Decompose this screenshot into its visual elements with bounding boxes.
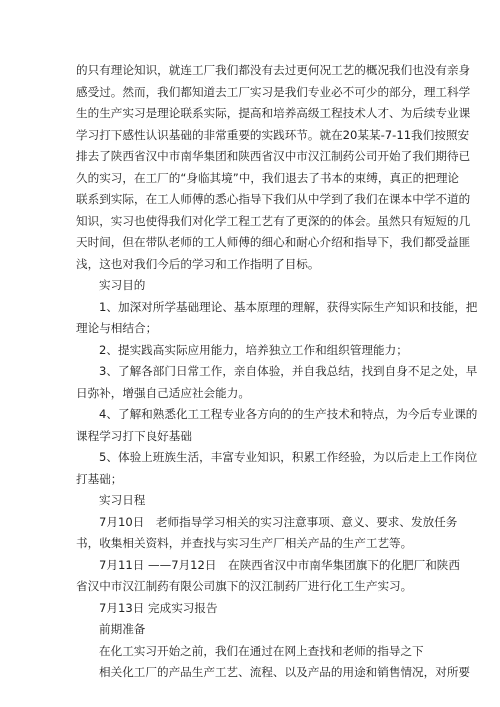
- text-line: 天时间，但在带队老师的工人师傅的细心和耐心介绍和指导下，我们都受益匪: [76, 235, 471, 249]
- list-item: 2、提实践高实际应用能力，培养独立工作和组织管理能力；: [99, 342, 408, 357]
- list-item: 5、体验上班族生活，丰富专业知识，积累工作经验，为以后走上工作岗位: [99, 450, 478, 464]
- text-line: 久的实习，在工厂的“身临其境”中，我们退去了书本的束缚，真正的把理论: [76, 170, 460, 185]
- text-line: 相关化工厂的产品生产工艺、流程、以及产品的用途和销售情况，对所要: [99, 665, 471, 679]
- text-line: 省汉中市汉江制药有限公司旗下的汉江制药厂进行化工生产实习。: [76, 579, 413, 593]
- text-line: 的只有理论知识，就连工厂我们都没有去过更何况工艺的概况我们也没有亲身: [76, 63, 471, 77]
- text-line: 课程学习打下良好基础: [76, 428, 192, 443]
- text-line: 理论与相结合；: [76, 321, 158, 335]
- text-line: 日弥补，增强自己适应社会能力。: [76, 385, 250, 400]
- text-line: 打基础；: [76, 471, 123, 486]
- text-line: 浅，这也对我们今后的学习和工作指明了目标。: [76, 256, 320, 271]
- document-body: [76, 60, 478, 684]
- text-line: 在化工实习开始之前，我们在通过在网上查找和老师的指导之下: [99, 643, 424, 658]
- schedule-item: 7月13日 完成实习报告: [99, 600, 218, 615]
- schedule-item: 7月10日 老师指导学习相关的实习注意事项、意义、要求、发放任务: [99, 514, 458, 529]
- section-heading: 实习目的: [99, 278, 146, 292]
- text-line: 排去了陕西省汉中市南华集团和陕西省汉中市汉江制药公司开始了我们期待已: [76, 149, 471, 163]
- text-line: 学习打下感性认识基础的非常重要的实践环节。就在20某某-7-11我们按照安: [76, 127, 470, 142]
- text-line: 感受过。然而，我们都知道去工厂实习是我们专业必不可少的部分，理工科学: [76, 84, 471, 99]
- list-item: 3、了解各部门日常工作，亲自体验，并自我总结，找到自身不足之处，早: [99, 364, 478, 378]
- list-item: 1、加深对所学基础理论、基本原理的理解，获得实际生产知识和技能，把: [99, 299, 478, 314]
- schedule-item: 7月11日 ——7月12日 在陕西省汉中市南华集团旗下的化肥厂和陕西: [99, 557, 460, 572]
- text-line: 联系到实际，在工人师傅的悉心指导下我们从中学到了我们在课本中学不道的: [76, 192, 471, 206]
- section-heading: 实习日程: [99, 493, 146, 507]
- text-line: 知识，实习也使得我们对化学工程工艺有了更深的的体会。虽然只有短短的几: [76, 213, 471, 228]
- list-item: 4、了解和熟悉化工工程专业各方向的的生产技术和特点，为今后专业课的: [99, 407, 478, 421]
- text-line: 书，收集相关资料，并查找与实习生产厂相关产品的生产工艺等。: [76, 536, 413, 550]
- text-line: 生的生产实习是理论联系实际，提高和培养高级工程技术人才、为后续专业课: [76, 106, 471, 120]
- section-heading: 前期准备: [99, 622, 146, 636]
